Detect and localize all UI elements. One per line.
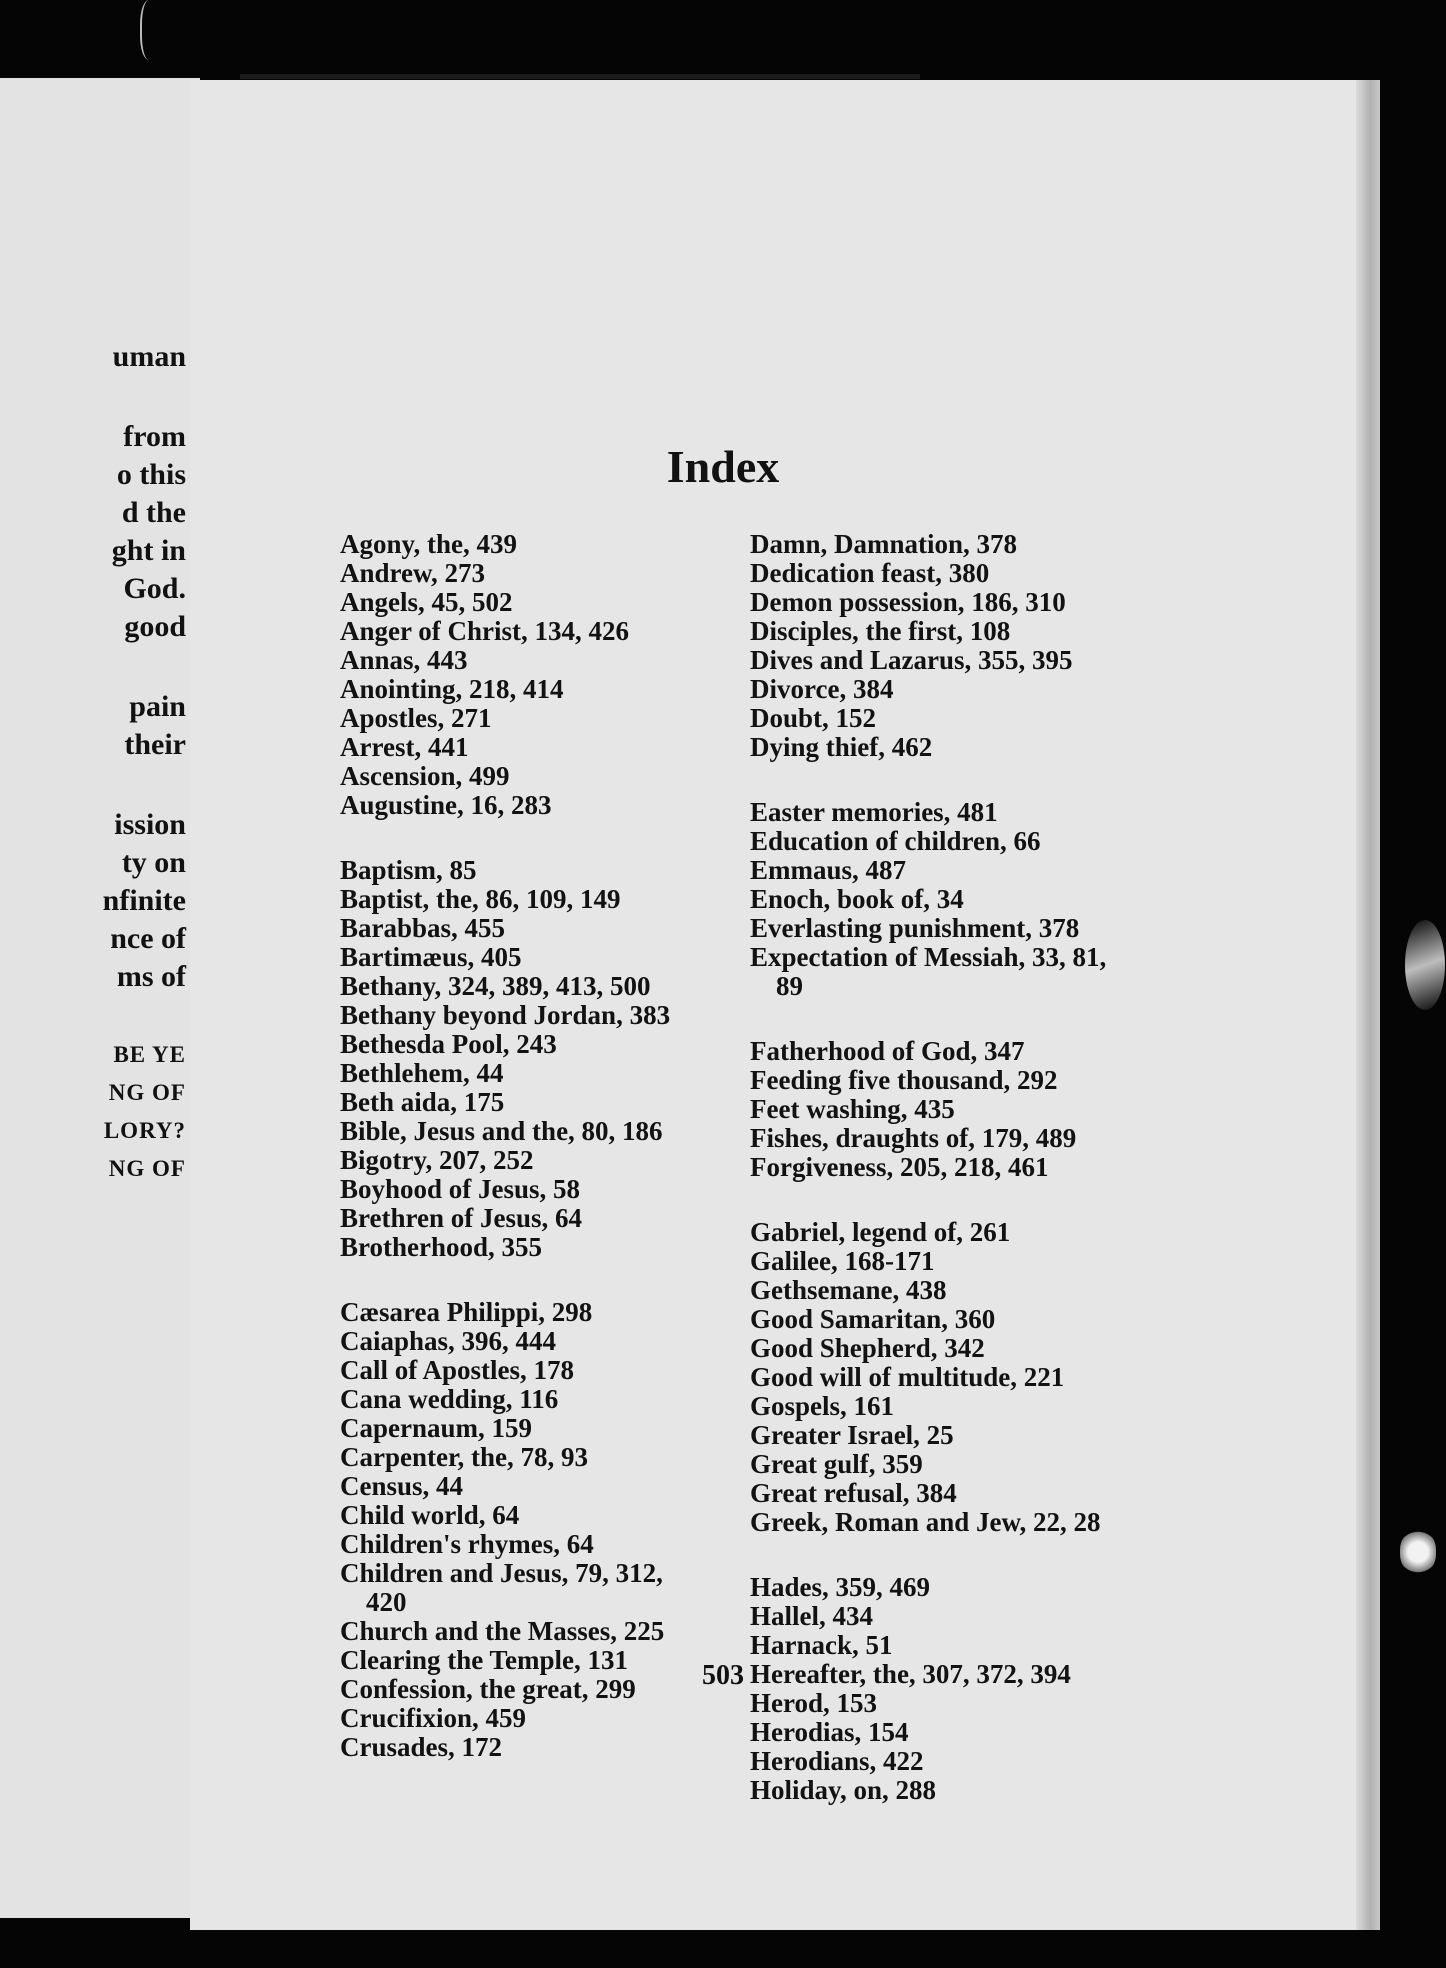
scan-glare: [1405, 920, 1445, 1010]
index-entry: Beth aida, 175: [340, 1087, 505, 1117]
facing-page-line: ms of: [116, 960, 186, 993]
facing-page-line: nce of: [110, 922, 186, 955]
index-entry: Augustine, 16, 283: [340, 790, 552, 820]
index-entry: Bethany beyond Jordan, 383: [340, 1000, 671, 1030]
index-letter-group: [750, 798, 1106, 1001]
index-entry: Cana wedding, 116: [340, 1384, 559, 1414]
index-entry: Bigotry, 207, 252: [340, 1145, 534, 1175]
index-entry: Capernaum, 159: [340, 1413, 533, 1443]
index-entry: Herod, 153: [750, 1688, 877, 1718]
index-entry: Enoch, book of, 34: [750, 884, 964, 914]
index-entry: Divorce, 384: [750, 674, 894, 704]
index-entry: Dying thief, 462: [750, 732, 933, 762]
index-entry: Expectation of Messiah, 33, 81,: [750, 942, 1107, 972]
index-entry: Crucifixion, 459: [340, 1703, 526, 1733]
index-entry: Crusades, 172: [340, 1732, 503, 1762]
facing-page-line: o this: [116, 458, 186, 491]
index-entry: Fatherhood of God, 347: [750, 1036, 1025, 1066]
scan-edge-mark: [140, 0, 162, 60]
index-entry: Hades, 359, 469: [750, 1572, 931, 1602]
index-letter-group: [340, 530, 670, 820]
facing-page-line: uman: [112, 340, 186, 373]
index-entry: Galilee, 168-171: [750, 1246, 935, 1276]
index-letter-group: [750, 530, 1106, 762]
index-entry: Education of children, 66: [750, 826, 1041, 856]
facing-page-line: NG OF: [108, 1080, 186, 1105]
index-entry: Fishes, draughts of, 179, 489: [750, 1123, 1077, 1153]
index-entry: Hallel, 434: [750, 1601, 873, 1631]
index-entry: Good Samaritan, 360: [750, 1304, 996, 1334]
index-entry: Baptist, the, 86, 109, 149: [340, 884, 621, 914]
index-entry: Barabbas, 455: [340, 913, 506, 943]
index-entry: Demon possession, 186, 310: [750, 587, 1066, 617]
facing-page-line: nfinite: [102, 884, 186, 917]
index-entry: Damn, Damnation, 378: [750, 529, 1018, 559]
index-entry: Good will of multitude, 221: [750, 1362, 1065, 1392]
index-entry: Ascension, 499: [340, 761, 510, 791]
index-entry: Church and the Masses, 225: [340, 1616, 665, 1646]
index-entry: Everlasting punishment, 378: [750, 913, 1080, 943]
index-entry: Dedication feast, 380: [750, 558, 990, 588]
index-entry: Good Shepherd, 342: [750, 1333, 985, 1363]
index-entry: Feeding five thousand, 292: [750, 1065, 1058, 1095]
facing-page-line: their: [124, 728, 186, 761]
index-entry: Great refusal, 384: [750, 1478, 957, 1508]
page-top-rule: [240, 74, 920, 79]
index-entry: Herodias, 154: [750, 1717, 909, 1747]
index-entry: Brethren of Jesus, 64: [340, 1203, 582, 1233]
index-entry: Andrew, 273: [340, 558, 486, 588]
index-entry: Child world, 64: [340, 1500, 520, 1530]
index-entry: Gethsemane, 438: [750, 1275, 947, 1305]
facing-page-line: from: [123, 420, 186, 453]
index-entry: Caiaphas, 396, 444: [340, 1326, 557, 1356]
index-entry: Carpenter, the, 78, 93: [340, 1442, 588, 1472]
index-entry: Greek, Roman and Jew, 22, 28: [750, 1507, 1101, 1537]
index-letter-group: [750, 1218, 1106, 1537]
index-entry: Brotherhood, 355: [340, 1232, 543, 1262]
index-entry: 420: [366, 1587, 407, 1617]
index-entry: Call of Apostles, 178: [340, 1355, 575, 1385]
index-entry: Boyhood of Jesus, 58: [340, 1174, 581, 1204]
index-entry: Harnack, 51: [750, 1630, 893, 1660]
index-entry: Annas, 443: [340, 645, 468, 675]
facing-page-line: d the: [121, 496, 186, 529]
index-entry: Herodians, 422: [750, 1746, 924, 1776]
index-entry: Disciples, the first, 108: [750, 616, 1011, 646]
index-entry: Arrest, 441: [340, 732, 469, 762]
facing-page-line: ty on: [121, 846, 186, 879]
index-entry: Doubt, 152: [750, 703, 877, 733]
page-number: 503: [702, 1660, 744, 1691]
index-entry: Forgiveness, 205, 218, 461: [750, 1152, 1049, 1182]
index-entry: Confession, the great, 299: [340, 1674, 636, 1704]
facing-page-line: ission: [114, 808, 186, 841]
facing-page: [0, 78, 200, 1918]
facing-page-line: God.: [123, 572, 186, 605]
index-entry: Holiday, on, 288: [750, 1775, 937, 1805]
scan-speck: [1400, 1530, 1436, 1574]
page-edge-shadow: [1356, 80, 1380, 1930]
index-entry: Bethesda Pool, 243: [340, 1029, 557, 1059]
index-entry: Clearing the Temple, 131: [340, 1645, 628, 1675]
facing-page-line: NG OF: [108, 1156, 186, 1181]
index-entry: Easter memories, 481: [750, 797, 998, 827]
index-entry: Great gulf, 359: [750, 1449, 923, 1479]
index-entry: Emmaus, 487: [750, 855, 907, 885]
index-entry: Children's rhymes, 64: [340, 1529, 594, 1559]
facing-page-line: BE YE: [113, 1042, 186, 1067]
index-entry: Gabriel, legend of, 261: [750, 1217, 1011, 1247]
index-entry: Census, 44: [340, 1471, 464, 1501]
index-entry: Anointing, 218, 414: [340, 674, 564, 704]
index-entry: Cæsarea Philippi, 298: [340, 1297, 593, 1327]
index-entry: Bartimæus, 405: [340, 942, 522, 972]
index-entry: Feet washing, 435: [750, 1094, 955, 1124]
index-column-right: [750, 530, 1106, 1841]
index-entry: Bible, Jesus and the, 80, 186: [340, 1116, 663, 1146]
index-entry: Gospels, 161: [750, 1391, 895, 1421]
index-entry: Hereafter, the, 307, 372, 394: [750, 1659, 1071, 1689]
facing-page-line: good: [124, 610, 186, 643]
index-letter-group: [340, 856, 670, 1262]
page-title: Index: [666, 441, 780, 492]
index-entry: Dives and Lazarus, 355, 395: [750, 645, 1073, 675]
index-letter-group: [750, 1037, 1106, 1182]
index-entry: Agony, the, 439: [340, 529, 518, 559]
facing-page-line: LORY?: [103, 1118, 186, 1143]
index-entry: Bethlehem, 44: [340, 1058, 504, 1088]
index-entry: Children and Jesus, 79, 312,: [340, 1558, 663, 1588]
index-letter-group: [340, 1298, 670, 1762]
index-entry: Greater Israel, 25: [750, 1420, 954, 1450]
facing-page-line: ght in: [111, 534, 186, 567]
index-entry: Angels, 45, 502: [340, 587, 513, 617]
index-entry: Anger of Christ, 134, 426: [340, 616, 629, 646]
index-entry: 89: [776, 971, 803, 1001]
index-entry: Baptism, 85: [340, 855, 477, 885]
index-entry: Bethany, 324, 389, 413, 500: [340, 971, 651, 1001]
index-entry: Apostles, 271: [340, 703, 492, 733]
index-column-left: [340, 530, 670, 1798]
facing-page-line: pain: [129, 690, 186, 723]
